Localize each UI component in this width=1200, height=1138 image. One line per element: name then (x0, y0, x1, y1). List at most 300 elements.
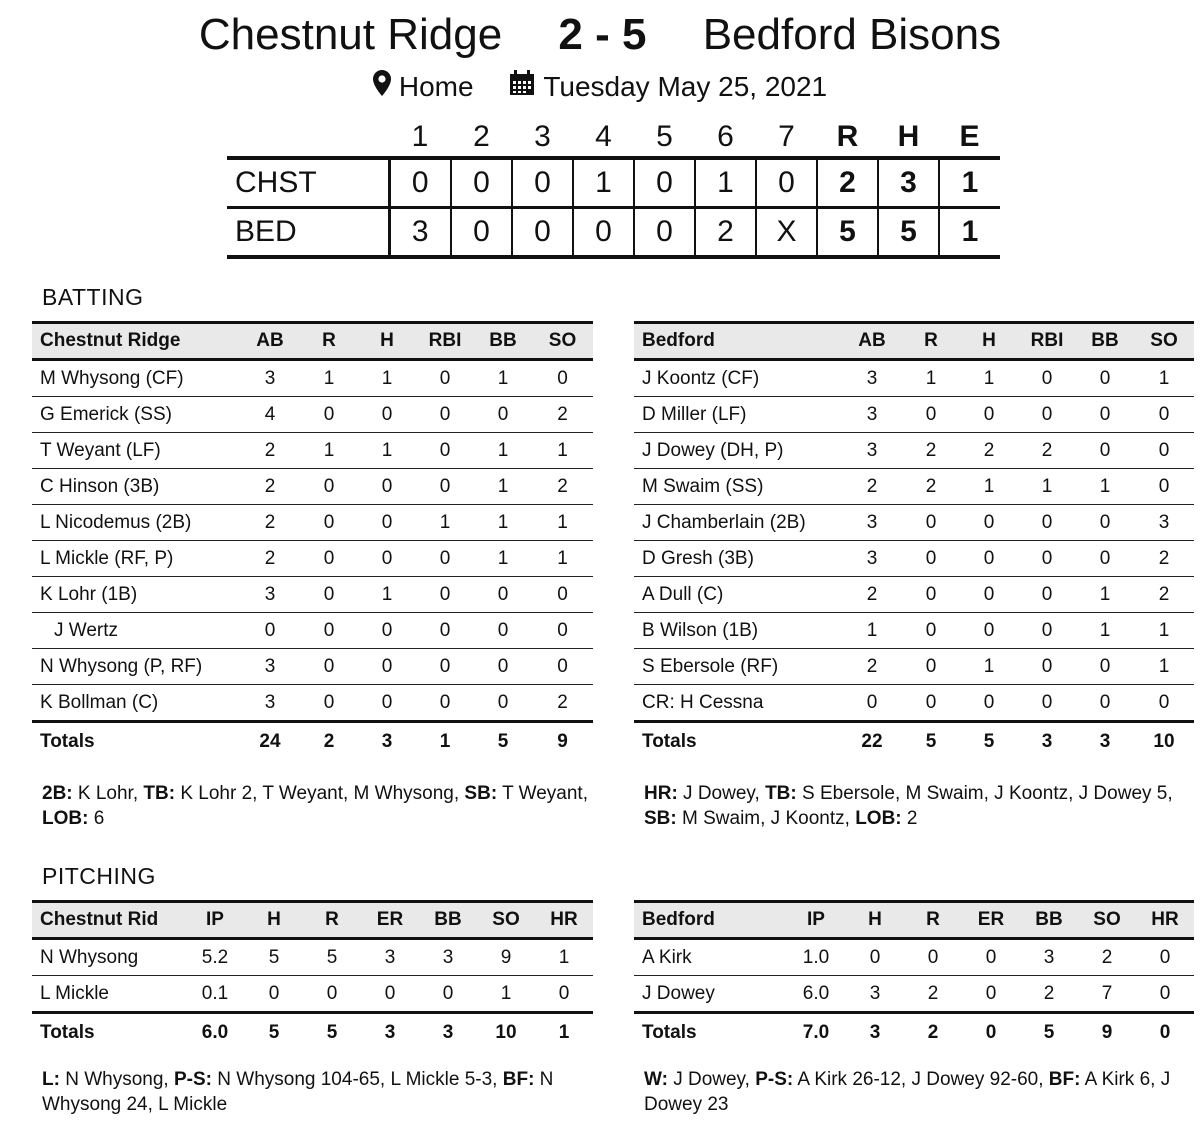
table-row (32, 577, 593, 613)
totals-cell: 22 (842, 722, 902, 762)
player-name: D Miller (LF) (634, 397, 842, 433)
player-name: B Wilson (1B) (634, 613, 842, 649)
stat-cell: 2 (532, 397, 593, 433)
table-row (32, 541, 593, 577)
stat-cell: 1 (902, 360, 960, 397)
stat-cell: 0 (358, 397, 416, 433)
stat-cell: 0 (416, 685, 474, 722)
note-value: M Swaim, J Koontz, (676, 808, 856, 829)
linescore-header (227, 118, 1000, 158)
totals-cell: 7.0 (786, 1013, 846, 1053)
stat-cell: 0 (1076, 685, 1134, 722)
inning-cell: 0 (756, 158, 817, 208)
stat-cell: 1 (532, 541, 593, 577)
table-row (634, 505, 1194, 541)
pitching-home-column-header: BB (1020, 902, 1078, 939)
stat-cell: 9 (477, 939, 535, 976)
stat-cell: 0 (902, 613, 960, 649)
note-key: W: (644, 1069, 668, 1090)
inning-cell: 0 (389, 158, 451, 208)
stat-cell: 0 (532, 649, 593, 685)
stat-cell: 2 (842, 649, 902, 685)
table-row (634, 433, 1194, 469)
stat-cell: 2 (532, 469, 593, 505)
player-name: K Bollman (C) (32, 685, 240, 722)
pitching-home-column-header: IP (786, 902, 846, 939)
note-value: T Weyant, (497, 783, 594, 804)
stat-cell: 0 (416, 541, 474, 577)
stat-cell: 0 (303, 976, 361, 1013)
map-pin-icon (373, 70, 399, 103)
totals-cell: 9 (1078, 1013, 1136, 1053)
stat-cell: 0 (1134, 469, 1194, 505)
stat-cell: 0 (358, 613, 416, 649)
stat-cell: 1 (474, 360, 532, 397)
totals-cell: 5 (474, 722, 532, 762)
linescore-table (227, 118, 1000, 259)
stat-cell: 2 (1018, 433, 1076, 469)
totals-cell: 5 (960, 722, 1018, 762)
totals-cell: 5 (303, 1013, 361, 1053)
stat-cell: 2 (1020, 976, 1078, 1013)
player-name: T Weyant (LF) (32, 433, 240, 469)
stat-cell: 0 (474, 613, 532, 649)
stat-cell: 3 (240, 360, 300, 397)
batting-away-header-row (32, 323, 593, 360)
hits-cell: 5 (878, 208, 939, 258)
inning-header: 4 (595, 120, 612, 153)
note-value: N Whysong, (59, 1069, 174, 1090)
inning-cell: 1 (573, 158, 634, 208)
stat-cell: 1 (1134, 360, 1194, 397)
stat-cell: 3 (240, 577, 300, 613)
stat-cell: 0 (532, 613, 593, 649)
table-row (634, 649, 1194, 685)
linescore-row-home (227, 208, 1000, 258)
table-row (32, 433, 593, 469)
stat-cell: 0 (846, 939, 904, 976)
stat-cell: 6.0 (786, 976, 846, 1013)
note-key: P-S: (755, 1069, 794, 1090)
totals-row (32, 1013, 593, 1053)
inning-header: 2 (473, 120, 490, 153)
totals-cell: 3 (419, 1013, 477, 1053)
pitching-notes-away (42, 1067, 602, 1117)
stat-cell: 0 (361, 976, 419, 1013)
stat-cell: 0 (902, 577, 960, 613)
stat-cell: 2 (842, 469, 902, 505)
inning-header: 5 (656, 120, 673, 153)
stat-cell: 0 (1076, 360, 1134, 397)
stat-cell: 0 (240, 613, 300, 649)
stat-cell: 0 (1076, 649, 1134, 685)
batting-home-column-header: Bedford (634, 323, 842, 360)
batting-away-column-header: SO (532, 323, 593, 360)
stat-cell: 1 (535, 939, 593, 976)
totals-label: Totals (32, 1013, 185, 1053)
hits-cell: 3 (878, 158, 939, 208)
stat-cell: 1 (960, 649, 1018, 685)
home-team-name: Bedford Bisons (702, 10, 1002, 59)
stat-cell: 1 (1018, 469, 1076, 505)
stat-cell: 5 (245, 939, 303, 976)
stat-cell: 1 (358, 433, 416, 469)
date-item (509, 70, 827, 103)
player-name: G Emerick (SS) (32, 397, 240, 433)
inning-header: 3 (534, 120, 551, 153)
player-name: L Mickle (RF, P) (32, 541, 240, 577)
table-row (32, 939, 593, 976)
stat-cell: 0 (245, 976, 303, 1013)
date-text: Tuesday May 25, 2021 (543, 70, 828, 102)
totals-cell: 0 (1136, 1013, 1194, 1053)
table-row (634, 577, 1194, 613)
player-name: J Koontz (CF) (634, 360, 842, 397)
stat-cell: 0 (300, 541, 358, 577)
stat-cell: 0 (1018, 541, 1076, 577)
table-row (32, 649, 593, 685)
note-value: N Whysong 104-65, L Mickle 5-3, (211, 1069, 503, 1090)
pitching-section-label: PITCHING (42, 863, 156, 889)
runs-header: R (836, 120, 859, 153)
stat-cell: 3 (846, 976, 904, 1013)
stat-cell: 3 (361, 939, 419, 976)
note-key: SB: (464, 783, 498, 804)
stat-cell: 2 (240, 505, 300, 541)
stat-cell: 2 (532, 685, 593, 722)
stat-cell: 5 (303, 939, 361, 976)
totals-label: Totals (32, 722, 240, 762)
inning-cell: 1 (695, 158, 756, 208)
batting-away-column-header: R (300, 323, 358, 360)
note-key: HR: (644, 783, 678, 804)
stat-cell: 1 (474, 541, 532, 577)
batting-home-header-row (634, 323, 1194, 360)
stat-cell: 0 (474, 577, 532, 613)
stat-cell: 0 (358, 541, 416, 577)
batting-notes-away (42, 781, 592, 831)
stat-cell: 7 (1078, 976, 1136, 1013)
stat-cell: 3 (842, 433, 902, 469)
stat-cell: 0 (1018, 649, 1076, 685)
stat-cell: 0 (1076, 397, 1134, 433)
totals-cell: 5 (1020, 1013, 1078, 1053)
stat-cell: 0 (1136, 939, 1194, 976)
note-value: K Lohr, (72, 783, 144, 804)
pitching-home-column-header: ER (962, 902, 1020, 939)
away-team-name: Chestnut Ridge (198, 10, 503, 59)
stat-cell: 1 (1134, 613, 1194, 649)
stat-cell: 0 (300, 649, 358, 685)
stat-cell: 5.2 (185, 939, 245, 976)
player-name: A Dull (C) (634, 577, 842, 613)
stat-cell: 0 (416, 360, 474, 397)
stat-cell: 0 (358, 505, 416, 541)
totals-cell: 5 (245, 1013, 303, 1053)
table-row (634, 469, 1194, 505)
totals-row (32, 722, 593, 762)
stat-cell: 1 (477, 976, 535, 1013)
stat-cell: 1 (300, 360, 358, 397)
table-row (634, 939, 1194, 976)
stat-cell: 0 (1134, 397, 1194, 433)
totals-label: Totals (634, 1013, 786, 1053)
table-row (634, 397, 1194, 433)
player-name: D Gresh (3B) (634, 541, 842, 577)
stat-cell: 0 (300, 577, 358, 613)
batting-away-column-header: AB (240, 323, 300, 360)
player-name: N Whysong (32, 939, 185, 976)
linescore-row-away (227, 158, 1000, 208)
stat-cell: 1 (358, 360, 416, 397)
table-row (32, 685, 593, 722)
batting-home-column-header: SO (1134, 323, 1194, 360)
final-score: 2 - 5 (558, 10, 647, 59)
table-row (634, 360, 1194, 397)
linescore-team: BED (235, 215, 297, 248)
calendar-icon (509, 70, 543, 103)
note-value: N Whysong 24, L Mickle (42, 1069, 559, 1115)
stat-cell: 1 (300, 433, 358, 469)
stat-cell: 0 (1136, 976, 1194, 1013)
stat-cell: 1 (842, 613, 902, 649)
totals-cell: 5 (902, 722, 960, 762)
player-name: L Mickle (32, 976, 185, 1013)
totals-cell: 24 (240, 722, 300, 762)
note-key: SB: (644, 808, 677, 829)
stat-cell: 0 (474, 685, 532, 722)
stat-cell: 1 (1076, 613, 1134, 649)
batting-away-column-header: RBI (416, 323, 474, 360)
stat-cell: 0 (902, 685, 960, 722)
table-row (32, 360, 593, 397)
stat-cell: 0 (1018, 360, 1076, 397)
stat-cell: 0 (535, 976, 593, 1013)
stat-cell: 3 (842, 505, 902, 541)
note-value: A Kirk 26-12, J Dowey 92-60, (793, 1069, 1049, 1090)
stat-cell: 3 (419, 939, 477, 976)
player-name: CR: H Cessna (634, 685, 842, 722)
totals-cell: 1 (416, 722, 474, 762)
stat-cell: 3 (240, 649, 300, 685)
table-row (634, 613, 1194, 649)
batting-home-column-header: H (960, 323, 1018, 360)
stat-cell: 0 (1134, 433, 1194, 469)
batting-table-home (634, 321, 1194, 761)
stat-cell: 0 (1018, 397, 1076, 433)
player-name: C Hinson (3B) (32, 469, 240, 505)
totals-cell: 3 (358, 722, 416, 762)
inning-cell: X (756, 208, 817, 258)
stat-cell: 0 (300, 505, 358, 541)
table-row (634, 685, 1194, 722)
stat-cell: 1 (960, 360, 1018, 397)
stat-cell: 0 (416, 433, 474, 469)
stat-cell: 0 (358, 469, 416, 505)
stat-cell: 1 (416, 505, 474, 541)
stat-cell: 0.1 (185, 976, 245, 1013)
stat-cell: 2 (240, 541, 300, 577)
player-name: M Whysong (CF) (32, 360, 240, 397)
pitching-home-column-header: SO (1078, 902, 1136, 939)
errors-header: E (959, 120, 980, 153)
inning-cell: 0 (512, 208, 573, 258)
stat-cell: 0 (960, 577, 1018, 613)
stat-cell: 0 (419, 976, 477, 1013)
stat-cell: 1 (1076, 577, 1134, 613)
inning-header: 1 (411, 120, 429, 153)
inning-cell: 0 (451, 208, 512, 258)
stat-cell: 0 (904, 939, 962, 976)
batting-away-column-header: BB (474, 323, 532, 360)
stat-cell: 0 (416, 613, 474, 649)
note-key: L: (42, 1069, 60, 1090)
note-key: LOB: (42, 808, 89, 829)
player-name: L Nicodemus (2B) (32, 505, 240, 541)
stat-cell: 2 (960, 433, 1018, 469)
inning-cell: 0 (451, 158, 512, 208)
totals-row (634, 722, 1194, 762)
pitching-home-column-header: H (846, 902, 904, 939)
inning-header: 6 (717, 120, 734, 153)
stat-cell: 2 (1134, 577, 1194, 613)
note-key: TB: (765, 783, 797, 804)
note-value: 2 (901, 808, 918, 829)
batting-home-column-header: RBI (1018, 323, 1076, 360)
note-value: 6 (88, 808, 105, 829)
stat-cell: 0 (416, 469, 474, 505)
totals-cell: 0 (962, 1013, 1020, 1053)
pitching-home-column-header: HR (1136, 902, 1194, 939)
pitching-home-column-header: R (904, 902, 962, 939)
table-row (32, 976, 593, 1013)
stat-cell: 3 (240, 685, 300, 722)
pitching-away-column-header: ER (361, 902, 419, 939)
stat-cell: 0 (416, 397, 474, 433)
inning-cell: 3 (389, 208, 451, 258)
pitching-home-header-row (634, 902, 1194, 939)
stat-cell: 0 (960, 613, 1018, 649)
stat-cell: 0 (902, 505, 960, 541)
stat-cell: 0 (902, 397, 960, 433)
stat-cell: 2 (902, 469, 960, 505)
stat-cell: 2 (902, 433, 960, 469)
stat-cell: 1 (474, 469, 532, 505)
player-name: M Swaim (SS) (634, 469, 842, 505)
player-name: J Dowey (634, 976, 786, 1013)
batting-away-column-header: H (358, 323, 416, 360)
totals-label: Totals (634, 722, 842, 762)
note-key: 2B: (42, 783, 73, 804)
totals-cell: 3 (1076, 722, 1134, 762)
stat-cell: 0 (960, 685, 1018, 722)
batting-notes-home (644, 781, 1184, 831)
stat-cell: 0 (1018, 505, 1076, 541)
stat-cell: 2 (240, 469, 300, 505)
stat-cell: 0 (474, 397, 532, 433)
table-row (32, 469, 593, 505)
stat-cell: 0 (1076, 541, 1134, 577)
inning-cell: 0 (634, 208, 695, 258)
stat-cell: 3 (842, 360, 902, 397)
stat-cell: 0 (960, 505, 1018, 541)
stat-cell: 1.0 (786, 939, 846, 976)
linescore-team: CHST (235, 166, 317, 199)
inning-cell: 0 (634, 158, 695, 208)
stat-cell: 0 (300, 685, 358, 722)
note-key: TB: (143, 783, 176, 804)
totals-cell: 3 (1018, 722, 1076, 762)
stat-cell: 1 (1134, 649, 1194, 685)
note-value: S Ebersole, M Swaim, J Koontz, J Dowey 5, (796, 783, 1178, 804)
totals-cell: 9 (532, 722, 593, 762)
player-name: J Wertz (32, 613, 240, 649)
totals-cell: 2 (300, 722, 358, 762)
table-row (32, 397, 593, 433)
location-text: Home (398, 70, 474, 102)
player-name: S Ebersole (RF) (634, 649, 842, 685)
inning-cell: 2 (695, 208, 756, 258)
stat-cell: 2 (842, 577, 902, 613)
batting-home-column-header: AB (842, 323, 902, 360)
inning-cell: 0 (573, 208, 634, 258)
batting-table-away (32, 321, 593, 761)
batting-home-column-header: R (902, 323, 960, 360)
note-value: A Kirk 6, J Dowey 23 (644, 1069, 1176, 1115)
pitching-table-home (634, 900, 1194, 1052)
pitching-away-column-header: HR (535, 902, 593, 939)
totals-cell: 2 (904, 1013, 962, 1053)
stat-cell: 0 (960, 397, 1018, 433)
stat-cell: 0 (842, 685, 902, 722)
stat-cell: 4 (240, 397, 300, 433)
pitching-away-column-header: SO (477, 902, 535, 939)
stat-cell: 0 (902, 649, 960, 685)
note-key: BF: (502, 1069, 535, 1090)
stat-cell: 0 (300, 613, 358, 649)
stat-cell: 3 (1134, 505, 1194, 541)
totals-cell: 6.0 (185, 1013, 245, 1053)
table-row (32, 613, 593, 649)
stat-cell: 0 (416, 649, 474, 685)
player-name: J Dowey (DH, P) (634, 433, 842, 469)
stat-cell: 0 (962, 939, 1020, 976)
totals-cell: 1 (535, 1013, 593, 1053)
stat-cell: 1 (358, 577, 416, 613)
stat-cell: 1 (960, 469, 1018, 505)
stat-cell: 3 (842, 397, 902, 433)
note-value: J Dowey, (667, 1069, 756, 1090)
stat-cell: 0 (416, 577, 474, 613)
hits-header: H (897, 120, 920, 153)
table-row (634, 976, 1194, 1013)
stat-cell: 0 (532, 360, 593, 397)
stat-cell: 1 (532, 505, 593, 541)
stat-cell: 0 (1076, 433, 1134, 469)
stat-cell: 1 (532, 433, 593, 469)
game-title (0, 10, 1200, 60)
runs-cell: 2 (817, 158, 878, 208)
stat-cell: 0 (1018, 613, 1076, 649)
player-name: K Lohr (1B) (32, 577, 240, 613)
note-value: J Dowey, (677, 783, 766, 804)
table-row (32, 505, 593, 541)
batting-home-column-header: BB (1076, 323, 1134, 360)
stat-cell: 2 (904, 976, 962, 1013)
stat-cell: 0 (1134, 685, 1194, 722)
stat-cell: 0 (300, 397, 358, 433)
pitching-notes-home (644, 1067, 1184, 1117)
